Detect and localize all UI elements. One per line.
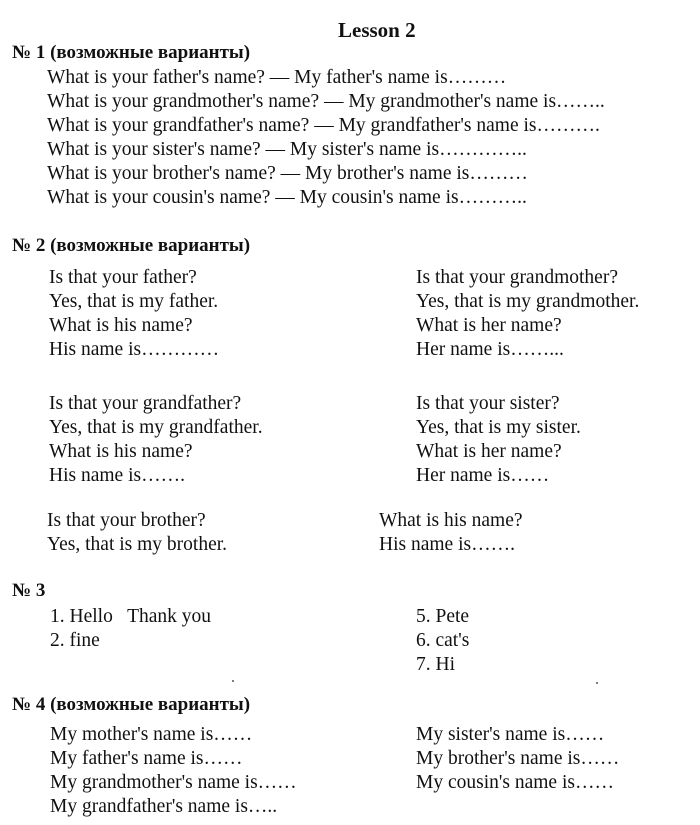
exercise-1-line: What is your grandfather's name? — My grandfather's name is……….: [47, 115, 600, 136]
page-title: Lesson 2: [338, 18, 416, 42]
dialogue-line: Is that your father?: [49, 267, 197, 288]
answer-line: My father's name is……: [50, 748, 243, 769]
dialogue-line: What is his name?: [379, 510, 523, 531]
answer-line: 1. Hello Thank you: [50, 606, 212, 627]
exercise-1-heading: № 1 (возможные варианты): [12, 42, 251, 63]
dialogue-line: What is his name?: [49, 315, 193, 336]
exercise-1-line: What is your cousin's name? — My cousin's name is………..: [47, 187, 527, 208]
dialogue-line: His name is…….: [49, 465, 185, 486]
dialogue-line: Yes, that is my brother.: [47, 534, 228, 555]
exercise-2-block-3-left: [47, 509, 227, 557]
dialogue-line: Is that your grandfather?: [49, 393, 242, 414]
exercise-1-line: What is your father's name? — My father's name is………: [47, 67, 507, 88]
exercise-4-left: [50, 723, 297, 819]
dialogue-line: His name is…….: [379, 534, 515, 555]
answer-line: My mother's name is……: [50, 724, 253, 745]
exercise-1-line: What is your sister's name? — My sister's name is…………..: [47, 139, 527, 160]
exercise-1-lines: [47, 66, 605, 210]
exercise-2-block-2-right: [416, 392, 581, 488]
dialogue-line: Yes, that is my grandfather.: [49, 417, 263, 438]
exercise-1-line: What is your grandmother's name? — My grandmother's name is……..: [47, 91, 605, 112]
answer-line: My grandfather's name is…..: [50, 796, 278, 817]
exercise-2-heading: № 2 (возможные варианты): [12, 235, 251, 256]
print-speck: [596, 682, 598, 684]
dialogue-line: What is her name?: [416, 315, 562, 336]
dialogue-line: Yes, that is my grandmother.: [416, 291, 640, 312]
answer-line: 5. Pete: [416, 606, 470, 627]
exercise-1-line: What is your brother's name? — My brother's name is………: [47, 163, 528, 184]
exercise-2-block-1-left: [49, 266, 219, 362]
dialogue-line: Is that your sister?: [416, 393, 560, 414]
dialogue-line: Her name is……: [416, 465, 550, 486]
answer-line: My grandmother's name is……: [50, 772, 297, 793]
dialogue-line: His name is…………: [49, 339, 220, 360]
dialogue-line: Her name is……...: [416, 339, 564, 360]
dialogue-line: Is that your grandmother?: [416, 267, 618, 288]
exercise-3-heading: № 3: [12, 580, 46, 601]
dialogue-line: What is her name?: [416, 441, 562, 462]
exercise-4-right: [416, 723, 619, 795]
answer-line: 6. cat's: [416, 630, 470, 651]
dialogue-line: Is that your brother?: [47, 510, 206, 531]
answer-line: My cousin's name is……: [416, 772, 614, 793]
dialogue-line: What is his name?: [49, 441, 193, 462]
answer-line: 7. Hi: [416, 654, 455, 675]
exercise-2-block-1-right: [416, 266, 639, 362]
dialogue-line: Yes, that is my father.: [49, 291, 219, 312]
answer-line: My sister's name is……: [416, 724, 605, 745]
exercise-2-block-3-right: [379, 509, 523, 557]
exercise-3-left: [50, 605, 211, 653]
answer-line: My brother's name is……: [416, 748, 620, 769]
exercise-3-right: [416, 605, 469, 677]
dialogue-line: Yes, that is my sister.: [416, 417, 581, 438]
answer-line: 2. fine: [50, 630, 100, 651]
exercise-2-block-2-left: [49, 392, 263, 488]
print-speck: [232, 680, 234, 682]
exercise-4-heading: № 4 (возможные варианты): [12, 694, 251, 715]
